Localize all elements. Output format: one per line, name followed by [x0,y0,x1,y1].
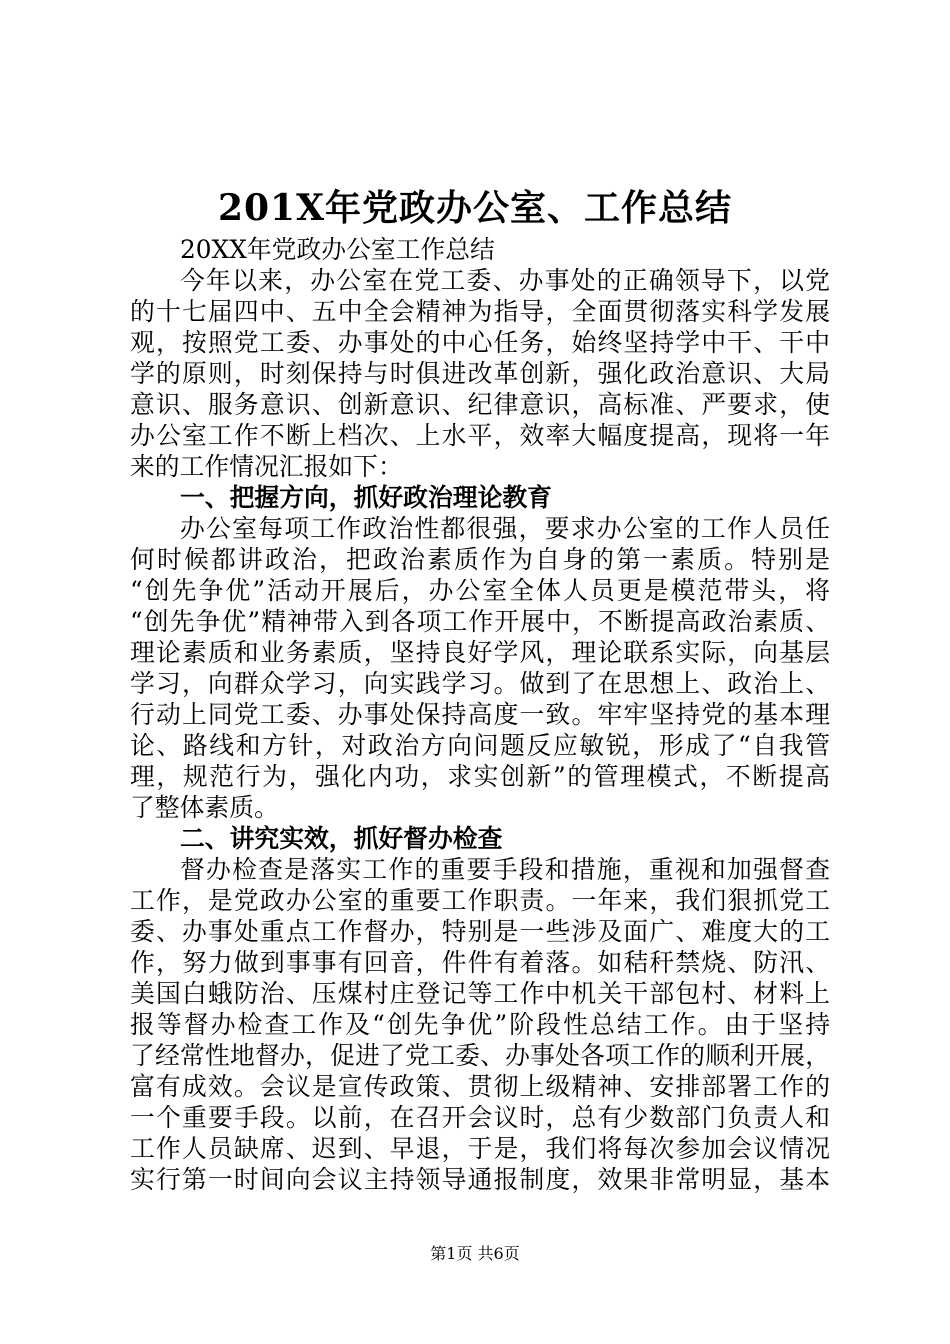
paragraph-line: 委、办事处重点工作督办，特别是一些涉及面广、难度大的工 [130,917,830,946]
paragraph-line: 20XX年党政办公室工作总结 [180,235,495,264]
paragraph-line: 意识、服务意识、创新意识、纪律意识，高标准、严要求，使 [130,390,830,419]
section-heading: 二、讲究实效，抓好督办检查 [180,824,503,853]
paragraph-line: 学习，向群众学习，向实践学习。做到了在思想上、政治上、 [130,669,830,698]
paragraph-line: 的十七届四中、五中全会精神为指导，全面贯彻落实科学发展 [130,297,830,326]
paragraph-line: 实行第一时间向会议主持领导通报制度，效果非常明显，基本 [130,1165,830,1194]
paragraph-line: 了经常性地督办，促进了党工委、办事处各项工作的顺利开展， [130,1041,830,1070]
paragraph-line: 今年以来，办公室在党工委、办事处的正确领导下，以党 [180,266,830,295]
paragraph-line: 理，规范行为，强化内功，求实创新”的管理模式，不断提高 [130,762,830,791]
paragraph-line: 督办检查是落实工作的重要手段和措施，重视和加强督查 [180,855,830,884]
paragraph-line: “创先争优”精神带入到各项工作开展中，不断提高政治素质、 [130,607,830,636]
paragraph-line: 作，努力做到事事有回音，件件有着落。如秸秆禁烧、防汛、 [130,948,830,977]
paragraph-line: 论、路线和方针，对政治方向问题反应敏锐，形成了“自我管 [130,731,830,760]
paragraph-line: 观，按照党工委、办事处的中心任务，始终坚持学中干、干中 [130,328,830,357]
paragraph-line: 了整体素质。 [130,793,279,822]
paragraph-line: 行动上同党工委、办事处保持高度一致。牢牢坚持党的基本理 [130,700,830,729]
paragraph-line: 工作人员缺席、迟到、早退，于是，我们将每次参加会议情况 [130,1134,830,1163]
paragraph-line: 美国白蛾防治、压煤村庄登记等工作中机关干部包村、材料上 [130,979,830,1008]
paragraph-line: 办公室工作不断上档次、上水平，效率大幅度提高，现将一年 [130,421,830,450]
paragraph-line: “创先争优”活动开展后，办公室全体人员更是模范带头，将 [130,576,830,605]
paragraph-line: 学的原则，时刻保持与时俱进改革创新，强化政治意识、大局 [130,359,830,388]
section-heading: 一、把握方向，抓好政治理论教育 [180,483,552,512]
paragraph-line: 工作，是党政办公室的重要工作职责。一年来，我们狠抓党工 [130,886,830,915]
paragraph-line: 理论素质和业务素质，坚持良好学风，理论联系实际，向基层 [130,638,830,667]
document-title: 201X年党政办公室、工作总结 [217,187,733,229]
paragraph-line: 何时候都讲政治，把政治素质作为自身的第一素质。特别是 [130,545,830,574]
paragraph-line: 来的工作情况汇报如下： [130,452,403,481]
paragraph-line: 一个重要手段。以前，在召开会议时，总有少数部门负责人和 [130,1103,830,1132]
paragraph-line: 富有成效。会议是宣传政策、贯彻上级精神、安排部署工作的 [130,1072,830,1101]
document-body [130,234,830,1195]
page-footer: 第1页 共6页 [430,1244,520,1263]
paragraph-line: 报等督办检查工作及“创先争优”阶段性总结工作。由于坚持 [130,1010,830,1039]
paragraph-line: 办公室每项工作政治性都很强，要求办公室的工作人员任 [180,514,830,543]
